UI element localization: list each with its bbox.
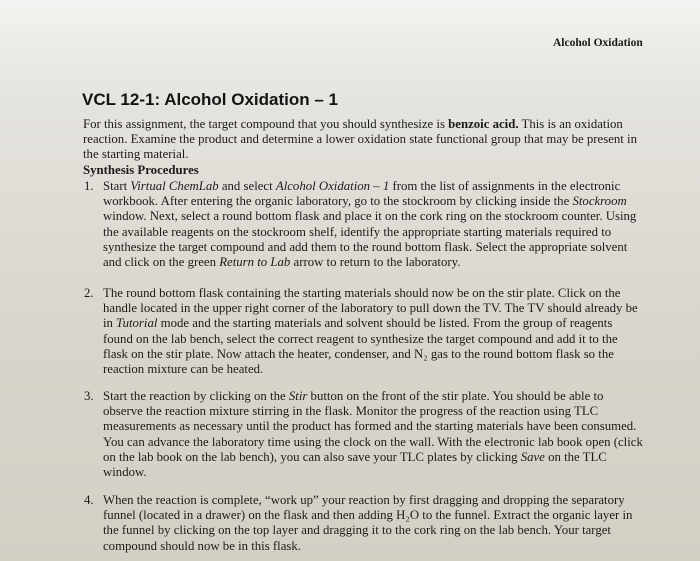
text-segment: from the list of assignments in the electronic workbook. After entering the organic laboratory, go to the stockroom by clicking inside the — [103, 179, 621, 209]
section-heading: Synthesis Procedures — [83, 163, 199, 177]
page-title: VCL 12-1: Alcohol Oxidation – 1 — [82, 90, 338, 109]
procedure-step-4 — [84, 493, 644, 554]
text-segment: and select — [218, 179, 276, 193]
italic-text: Stir — [288, 389, 308, 403]
text-segment: For this assignment, the target compound that you should synthesize is — [83, 117, 449, 131]
text-segment: on the TLC window. — [103, 449, 607, 480]
step-text — [103, 286, 644, 377]
step-number: 3. — [84, 389, 94, 403]
italic-text: Return to Lab — [219, 255, 291, 270]
text-segment: window. Next, select a round bottom flask and place it on the cork ring on the stockroom counter. Using the available reagents on the stockroom shelf, identify the appropriate starting materials required to synthesize the target compound and add them to the round bottom flask. Select the appropriate solvent and click on the green — [103, 209, 637, 270]
text-segment: Start — [103, 179, 131, 193]
step-text — [103, 179, 644, 270]
procedure-step-2 — [84, 286, 644, 377]
intro-paragraph — [83, 117, 641, 163]
procedure-step-3 — [84, 389, 644, 480]
italic-text: Alcohol Oxidation – 1 — [275, 179, 390, 193]
step-text — [103, 493, 644, 554]
text-segment: When the reaction is complete, “work up” your reaction by first dragging and dropping the separatory funnel (located in a drawer) on the flask and then adding H₂O to the funnel. Extract the organic layer in the funnel by clicking on the top layer and dragging it to the cork ring on the lab bench. Your target compound should now be in this flask. — [103, 493, 633, 553]
text-segment: The round bottom flask containing the starting materials should now be on the stir plate. Click on the handle located in the upper right corner of the laboratory to pull down the TV. The TV should already be in — [103, 286, 638, 331]
bold-text: benzoic acid. — [448, 117, 519, 131]
italic-text: Stockroom — [572, 194, 627, 209]
step-text — [103, 389, 644, 480]
step-number: 1. — [84, 179, 94, 193]
italic-text: Save — [520, 449, 545, 464]
text-segment: mode and the starting materials and solvent should be listed. From the group of reagents found on the lab bench, select the correct reagent to synthesize the target compound and add it to the flask on the stir plate. Now attach the heater, condenser, and N₂ gas to the round bottom flask so the reaction mixture can be heated. — [103, 316, 618, 377]
text-segment: button on the front of the stir plate. You should be able to observe the reaction mixture stirring in the flask. Monitor the progress of the reaction using TLC measurements as necessary until the product has formed and the starting materials have been consumed. You can advance the laboratory time using the clock on the wall. With the electronic lab book open (click on the lab book on the lab bench), you can also save your TLC plates by clicking — [103, 389, 643, 464]
running-header: Alcohol Oxidation — [553, 37, 643, 49]
step-number: 4. — [84, 493, 94, 507]
italic-text: Virtual ChemLab — [130, 179, 219, 193]
text-segment: This is an oxidation reaction. Examine the product and determine a lower oxidation state functional group that may be present in the starting material. — [83, 117, 637, 162]
procedure-step-1 — [84, 179, 644, 270]
text-segment: Start the reaction by clicking on the — [103, 389, 289, 403]
step-number: 2. — [84, 286, 94, 300]
italic-text: Tutorial — [116, 316, 158, 331]
text-segment: arrow to return to the laboratory. — [290, 255, 461, 270]
